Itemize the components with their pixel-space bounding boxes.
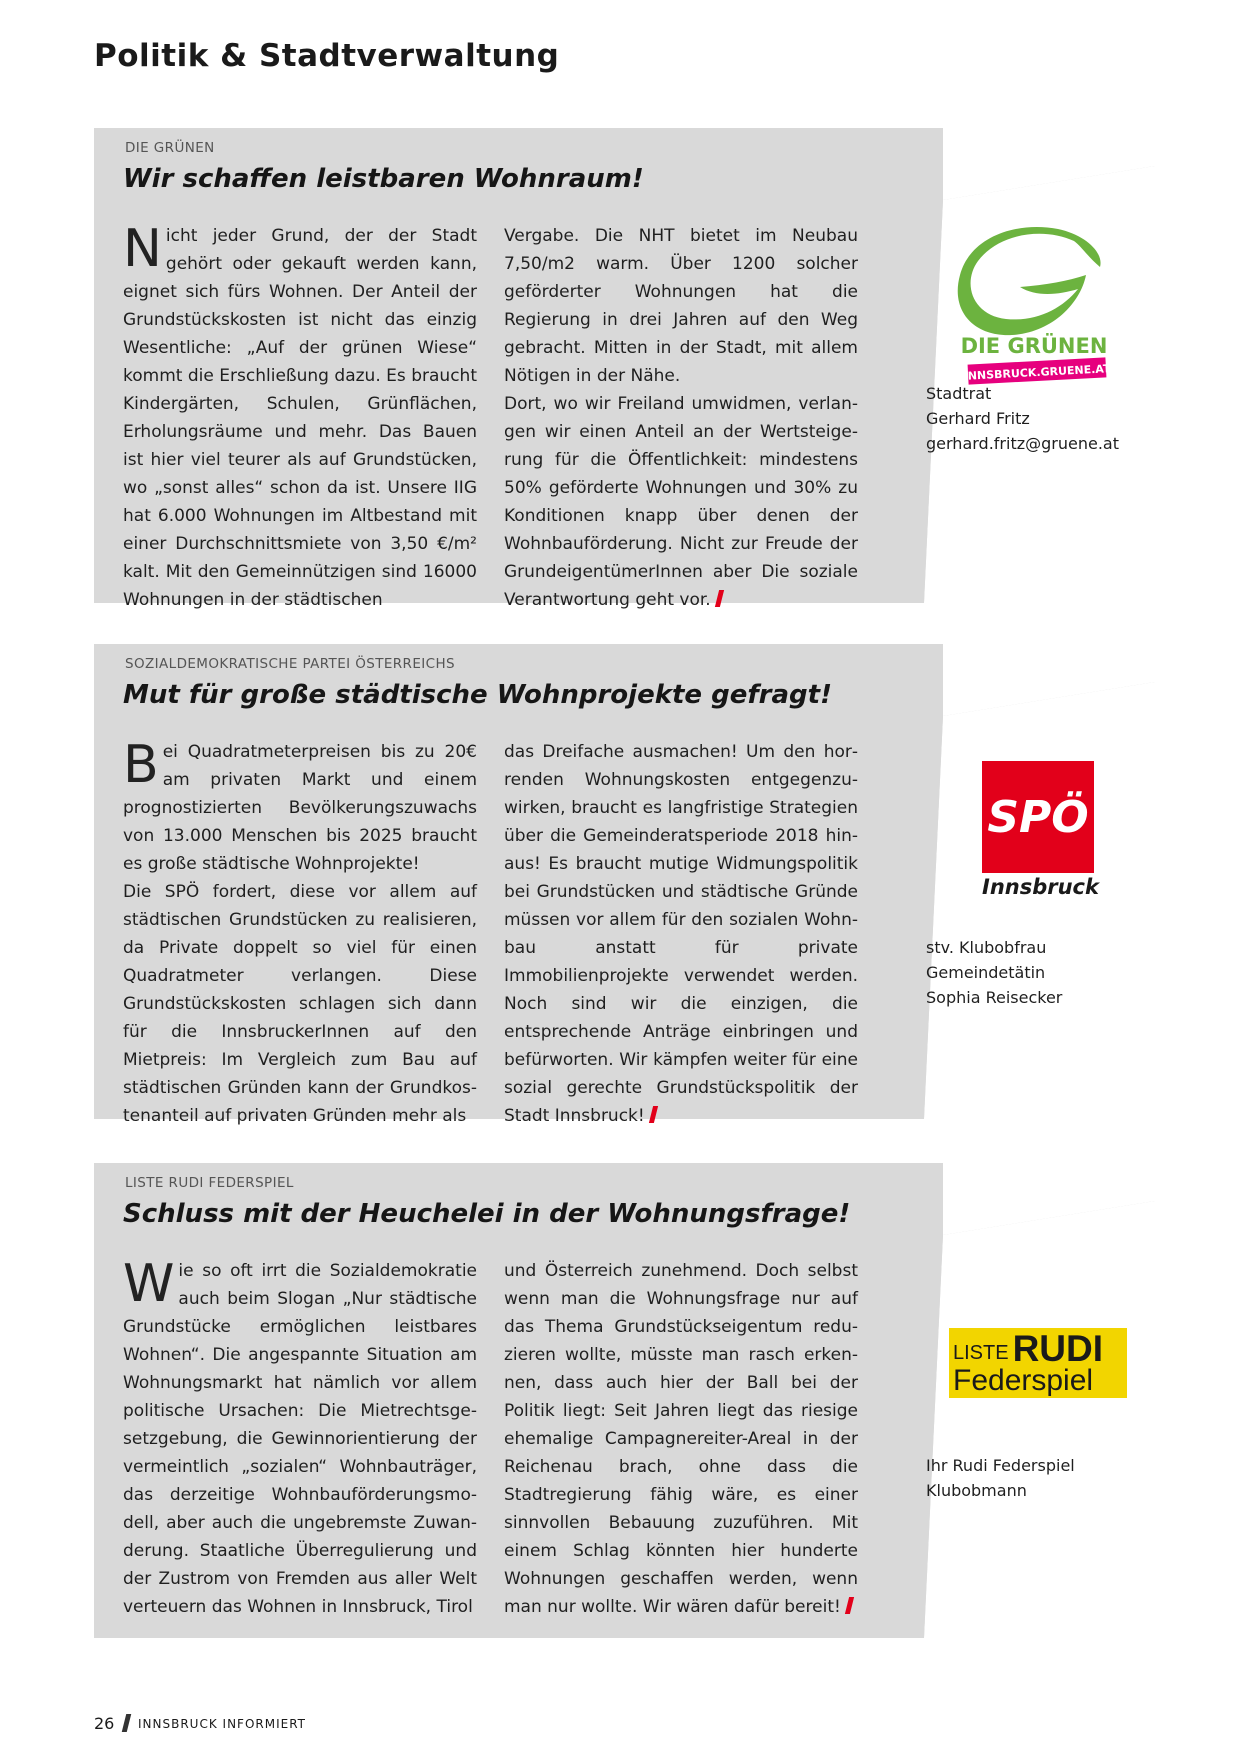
white-corner-shape <box>915 1163 1155 1638</box>
contact-role: Gemeindetätin <box>926 963 1046 982</box>
drop-cap: N <box>123 219 162 279</box>
contact-name: Gerhard Fritz <box>926 409 1030 428</box>
drop-cap: W <box>123 1254 175 1314</box>
body-text: icht jeder Grund, der der Stadt gehört oder gekauft werden kann, eignet sich fürs Wohnen. Der Anteil der Grundstückskosten ist nicht das einzig Wesentliche: „Auf der grünen Wiese“ kommt die Erschließung dazu. Es braucht Kindergärten, Schulen, Grünflächen, Erholungsräume und mehr. Das Bauen ist hier viel teurer als auf Grundstücken, wo „sonst alles“ schon da ist. Unsere IIG hat 6.000 Wohnungen im Altbestand mit einer Durchschnittsmiete von 3,50 €/m² kalt. Mit den Gemeinnützigen sind 16000 Wohnungen in der städtischen <box>123 226 477 610</box>
publication-name: INNSBRUCK INFORMIERT <box>138 1717 306 1731</box>
text-column-2 <box>504 222 858 614</box>
end-mark-icon <box>715 590 724 607</box>
article-headline: Wir schaffen leistbaren Wohnraum! <box>123 164 644 194</box>
body-text: ie so oft irrt die Sozialdemokratie auch beim Slogan „Nur städtische Grundstücke ermöglichen leistbares Wohnen“. Die angespannte Situation am Wohnungsmarkt hat nämlich vor allem politische Ursachen: Die Mietrechtsgesetzgebung, die Gewinnorientierung der vermeintlich „sozialen“ Wohnbauträger, das derzeitige Wohnbauförderungsmodell, aber auch die ungebremste Zuwanderung. Staatliche Überregulierung und der Zustrom von Fremden aus aller Welt verteuern das Wohnen in Innsbruck, Tirol <box>123 1261 477 1617</box>
spoe-logo <box>982 761 1099 899</box>
logo-federspiel-text: Federspiel <box>953 1364 1094 1397</box>
body-text: das Dreifache ausmachen! Um den horrenden Wohnungskosten entgegenzuwirken, braucht es langfristige Strategien über die Gemeinderatsperiode 2018 hinaus! Es braucht mutige Widmungspolitik bei Grundstücken und städtische Gründe müssen vor allem für den sozialen Wohnbau anstatt für private Immobilienprojekte verwendet werden. Noch sind wir die einzigen, die entsprechende Anträge einbringen und befürworten. Wir kämpfen weiter für eine sozial gerechte Grundstückspolitik der Stadt Innsbruck! <box>504 742 858 1126</box>
contact-info <box>926 381 1119 456</box>
federspiel-logo <box>949 1328 1127 1398</box>
party-label: DIE GRÜNEN <box>125 140 215 156</box>
contact-email: gerhard.fritz@gruene.at <box>926 434 1119 453</box>
contact-role: Klubobmann <box>926 1481 1027 1500</box>
contact-info <box>926 935 1062 1010</box>
body-text: und Österreich zunehmend. Doch selbst wenn man die Wohnungsfrage nur auf das Thema Grundstückseigentum reduzieren wollte, müsste man rasch erkennen, dass auch hier der Ball bei der Politik liegt: Seit Jahren liegt das riesige ehemalige Campagnereiter-Areal in der Reichenau brach, ohne dass die Stadtregierung fähig wäre, es einer sinnvollen Bebauung zuzuführen. Mit einem Schlag könnten hier hunderte Wohnungen geschaffen werden, wenn man nur wollte. Wir wären dafür bereit! <box>504 1261 858 1617</box>
contact-role: stv. Klubobfrau <box>926 938 1047 957</box>
text-column-1 <box>123 219 477 614</box>
spoe-logo-text: SPÖ <box>987 791 1089 843</box>
contact-name: Ihr Rudi Federspiel <box>926 1456 1075 1475</box>
end-mark-icon <box>845 1597 854 1614</box>
party-label: LISTE RUDI FEDERSPIEL <box>125 1175 294 1191</box>
svg-text:DIE GRÜNEN: DIE GRÜNEN <box>960 334 1108 358</box>
body-text: ei Quadratmeterpreisen bis zu 20€ am privaten Markt und einem prognostizierten Bevölkerungszuwachs von 13.000 Menschen bis 2025 braucht es große städtische Wohnprojekte! <box>123 742 477 874</box>
end-mark-icon <box>649 1106 658 1123</box>
text-column-1 <box>123 1254 477 1621</box>
svg-text:INNSBRUCK.GRUENE.AT: INNSBRUCK.GRUENE.AT <box>963 362 1111 383</box>
body-text: Die SPÖ fordert, diese vor allem auf städtischen Grundstücken zu realisieren, da Private doppelt so viel für einen Quadratmeter verlangen. Diese Grundstückskosten schlagen sich dann für die InnsbruckerInnen auf den Mietpreis: Im Vergleich zum Bau auf städtischen Gründen kann der Grundkostenanteil auf privaten Gründen mehr als <box>123 882 477 1126</box>
party-label: SOZIALDEMOKRATISCHE PARTEI ÖSTERREICHS <box>125 656 455 672</box>
body-text: Dort, wo wir Freiland umwidmen, verlangen wir einen Anteil an der Wertsteigerung für die Öffentlichkeit: mindestens 50% geförderte Wohnungen und 30% zu Konditionen knapp über denen der Wohnbauförderung. Nicht zur Freude der GrundeigentümerInnen aber Die soziale Verantwortung geht vor. <box>504 394 858 610</box>
logo-liste-text: LISTE <box>953 1342 1009 1364</box>
text-column-1 <box>123 735 477 1130</box>
contact-info <box>926 1453 1075 1503</box>
section-title: Politik & Stadtverwaltung <box>94 38 560 74</box>
logo-rudi-text: RUDI <box>1012 1328 1104 1369</box>
article-spoe <box>94 644 1155 1126</box>
drop-cap: B <box>123 735 159 795</box>
contact-name: Sophia Reisecker <box>926 988 1063 1007</box>
article-fpoe-federspiel <box>94 1163 1155 1638</box>
footer-slash-icon <box>122 1714 131 1732</box>
article-gruene <box>94 128 1155 610</box>
text-column-2 <box>504 1257 858 1621</box>
spoe-logo-city: Innsbruck <box>982 875 1099 899</box>
page-number: 26 <box>94 1714 115 1733</box>
text-column-2 <box>504 738 858 1130</box>
article-headline: Schluss mit der Heuchelei in der Wohnungsfrage! <box>123 1199 851 1229</box>
body-text: Vergabe. Die NHT bietet im Neubau 7,50/m2 warm. Über 1200 solcher geförderter Wohnungen hat die Regierung in drei Jahren auf den Weg gebracht. Mitten in der Stadt, mit allem Nötigen in der Nähe. <box>504 226 858 386</box>
gruene-logo <box>954 223 1114 388</box>
article-headline: Mut für große städtische Wohnprojekte gefragt! <box>123 680 832 710</box>
contact-role: Stadtrat <box>926 384 992 403</box>
